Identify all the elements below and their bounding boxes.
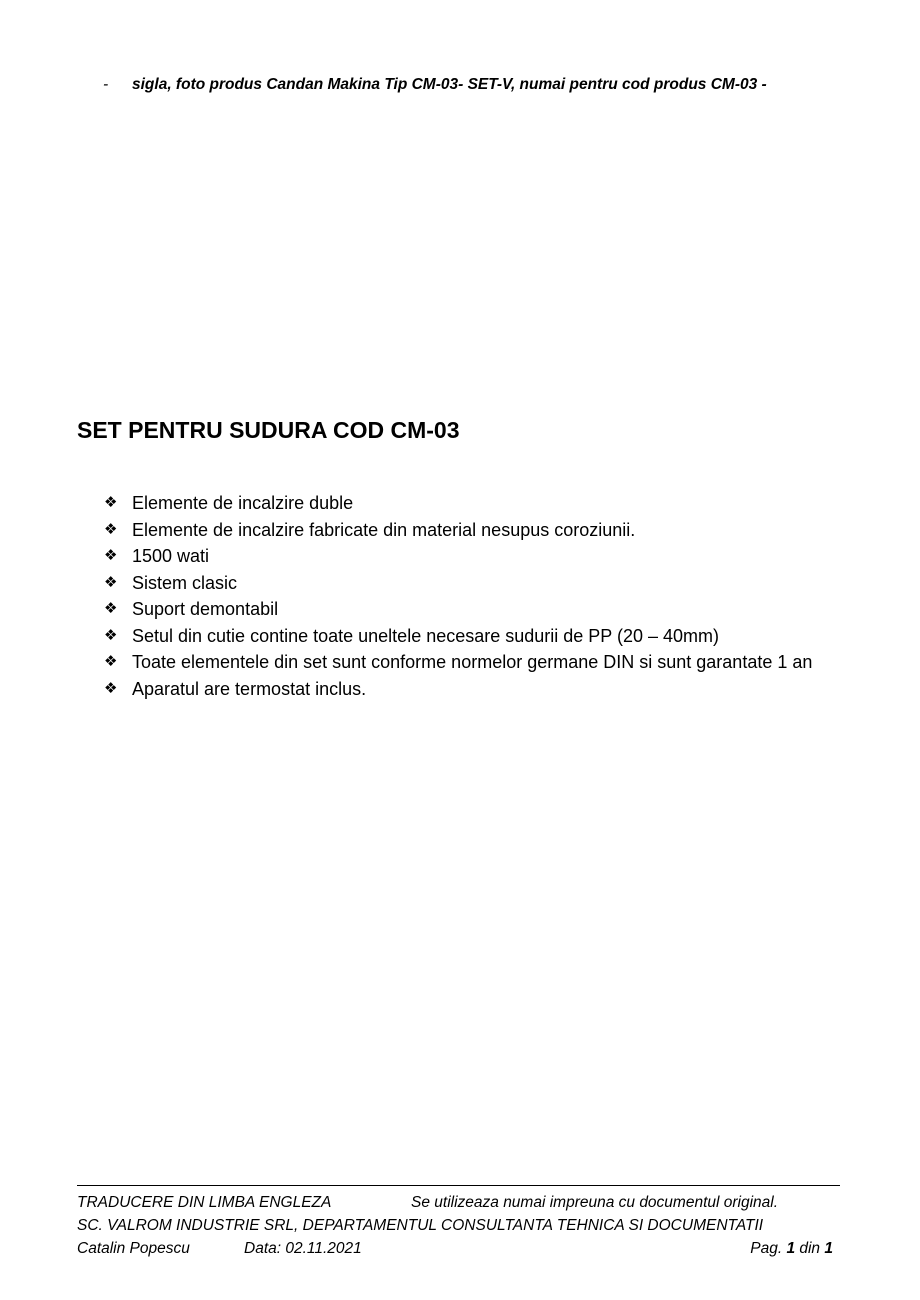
- document-title: SET PENTRU SUDURA COD CM-03: [77, 417, 460, 443]
- diamond-bullet-icon: ❖: [104, 520, 118, 538]
- feature-list: [104, 490, 864, 702]
- diamond-bullet-icon: ❖: [104, 626, 118, 644]
- diamond-bullet-icon: ❖: [104, 600, 118, 617]
- page-number: [750, 1240, 833, 1258]
- feature-text: 1500 wati: [132, 546, 210, 566]
- list-item: [104, 570, 864, 597]
- footer-divider: [77, 1185, 840, 1186]
- feature-text: Elemente de incalzire duble: [132, 493, 354, 513]
- diamond-bullet-icon: ❖: [104, 573, 118, 591]
- list-item: [104, 543, 864, 570]
- footer-line-company: [77, 1217, 833, 1235]
- top-note-dash: -: [103, 76, 109, 93]
- top-note: [103, 76, 767, 94]
- feature-text: Toate elementele din set sunt conforme normelor germane DIN si sunt garantate 1 an: [132, 652, 813, 672]
- feature-text: Aparatul are termostat inclus.: [132, 678, 367, 699]
- feature-text: Setul din cutie contine toate uneltele necesare sudurii de PP (20 – 40mm): [132, 625, 720, 646]
- page-total: 1: [824, 1240, 833, 1257]
- list-item: [104, 517, 864, 544]
- feature-text: Sistem clasic: [132, 572, 238, 593]
- list-item: [104, 596, 864, 623]
- footer-line-author: [77, 1240, 833, 1258]
- diamond-bullet-icon: ❖: [104, 494, 118, 511]
- diamond-bullet-icon: ❖: [104, 679, 118, 697]
- list-item: [104, 490, 864, 517]
- page-prefix: Pag.: [750, 1240, 787, 1257]
- list-item: [104, 676, 864, 703]
- list-item: [104, 623, 864, 650]
- footer-line-translation: [77, 1194, 833, 1212]
- page-separator: din: [795, 1240, 825, 1257]
- page-current: 1: [786, 1240, 796, 1257]
- footer-date: Data: 02.11.2021: [244, 1240, 362, 1257]
- diamond-bullet-icon: ❖: [104, 547, 118, 564]
- footer-translation-label: TRADUCERE DIN LIMBA ENGLEZA: [77, 1194, 332, 1211]
- list-item: [104, 649, 864, 676]
- footer-usage-note: Se utilizeaza numai impreuna cu documentul original.: [411, 1194, 779, 1211]
- feature-text: Elemente de incalzire fabricate din material nesupus coroziunii.: [132, 519, 636, 540]
- diamond-bullet-icon: ❖: [104, 653, 118, 670]
- footer-author: Catalin Popescu: [77, 1240, 190, 1257]
- footer-company: SC. VALROM INDUSTRIE SRL, DEPARTAMENTUL CONSULTANTA TEHNICA SI DOCUMENTATII: [77, 1217, 764, 1234]
- top-note-text: sigla, foto produs Candan Makina Tip CM-03- SET-V, numai pentru cod produs CM-03 -: [132, 76, 767, 93]
- feature-text: Suport demontabil: [132, 599, 279, 619]
